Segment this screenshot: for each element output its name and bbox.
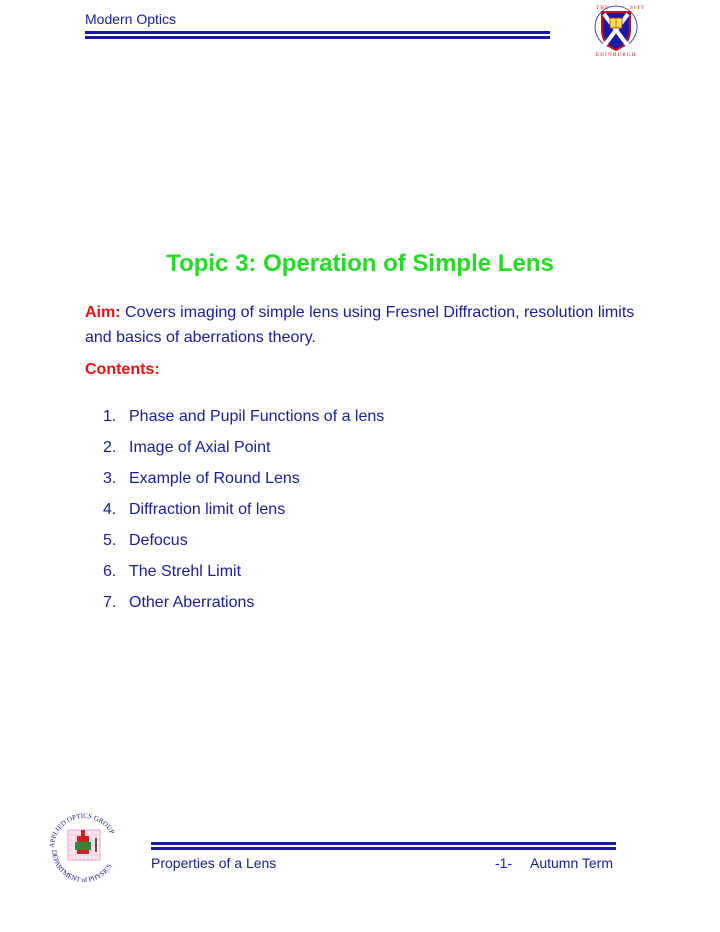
list-item-number: 2. <box>103 439 117 456</box>
list-item-text: Example of Round Lens <box>129 470 300 487</box>
list-item <box>103 470 384 501</box>
applied-optics-seal-logo <box>44 806 124 886</box>
university-crest-logo <box>574 0 658 60</box>
svg-text:APPLIED OPTICS GROUP: APPLIED OPTICS GROUP <box>47 811 117 849</box>
list-item <box>103 439 384 470</box>
list-item-number: 3. <box>103 470 117 487</box>
header-rule-top <box>85 31 550 34</box>
list-item <box>103 501 384 532</box>
header-title: Modern Optics <box>85 11 177 27</box>
svg-text:DEPARTMENT of PHYSICS: DEPARTMENT of PHYSICS <box>49 849 114 885</box>
footer-rule-top <box>151 842 616 845</box>
aim-text: Covers imaging of simple lens using Fresnel Diffraction, resolution limits and basics of aberrations theory. <box>85 304 635 346</box>
list-item-text: Phase and Pupil Functions of a lens <box>129 408 385 425</box>
list-item-number: 7. <box>103 594 117 611</box>
contents-list <box>103 408 384 625</box>
contents-label: Contents: <box>85 361 160 378</box>
list-item-text: Image of Axial Point <box>129 439 271 456</box>
slide-title: Topic 3: Operation of Simple Lens <box>166 250 554 277</box>
list-item-number: 5. <box>103 532 117 549</box>
list-item <box>103 563 384 594</box>
footer-topic: Properties of a Lens <box>151 855 277 871</box>
footer-term: Autumn Term <box>530 855 613 871</box>
list-item-text: Diffraction limit of lens <box>129 501 286 518</box>
svg-text:E D I N B U R G H: E D I N B U R G H <box>596 53 636 58</box>
list-item-text: Defocus <box>129 532 188 549</box>
list-item-number: 1. <box>103 408 117 425</box>
aim-paragraph <box>85 300 645 350</box>
aim-label: Aim: <box>85 304 121 321</box>
svg-text:T H E: T H E <box>596 6 609 11</box>
list-item <box>103 594 384 625</box>
list-item-number: 6. <box>103 563 117 580</box>
list-item <box>103 532 384 563</box>
list-item-number: 4. <box>103 501 117 518</box>
list-item <box>103 408 384 439</box>
list-item-text: Other Aberrations <box>129 594 255 611</box>
footer-rule-bottom <box>151 847 616 850</box>
header-rule-bottom <box>85 36 550 39</box>
list-item-text: The Strehl Limit <box>129 563 242 580</box>
svg-text:S I T Y: S I T Y <box>630 6 645 11</box>
footer-page-number: -1- <box>495 855 513 871</box>
